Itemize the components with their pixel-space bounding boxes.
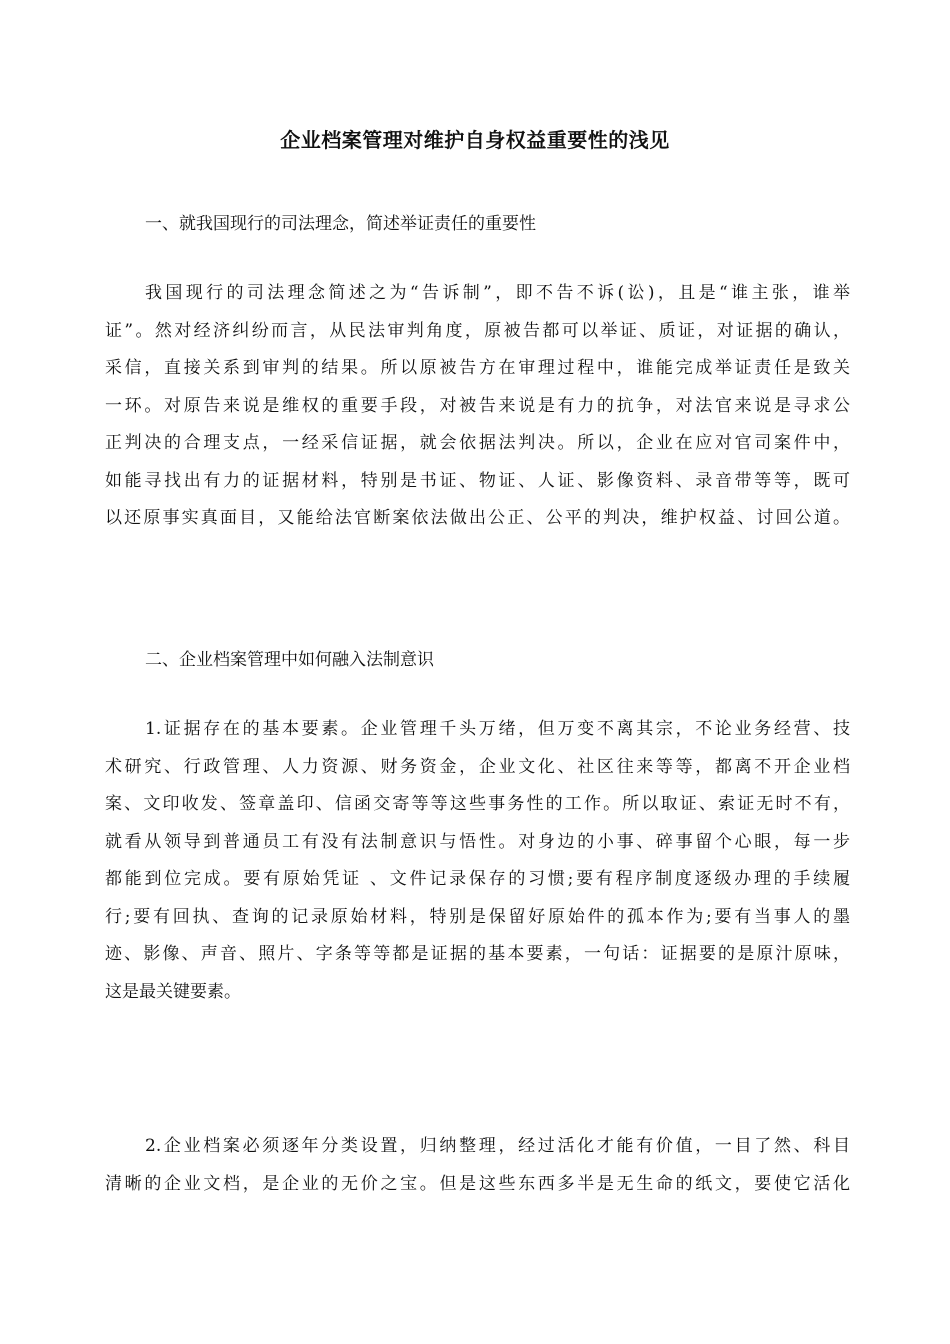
- paragraph-line: 清晰的企业文档，是企业的无价之宝。但是这些东西多半是无生命的纸文，要使它活化: [105, 1173, 850, 1194]
- section-heading-2: 二、企业档案管理中如何融入法制意识: [145, 650, 434, 670]
- paragraph-line: 2.企业档案必须逐年分类设置，归纳整理，经过活化才能有价值，一目了然、科目: [145, 1136, 850, 1156]
- paragraph-line: 行;要有回执、查询的记录原始材料，特别是保留好原始件的孤本作为;要有当事人的墨: [105, 906, 850, 927]
- paragraph-judicial-concept: [105, 275, 850, 538]
- paragraph-line: 案、文印收发、签章盖印、信函交寄等等这些事务性的工作。所以取证、索证无时不有，: [105, 794, 850, 814]
- paragraph-line: 迹、影像、声音、照片、字条等等都是证据的基本要素，一句话：证据要的是原汁原味，: [105, 944, 850, 964]
- paragraph-line: 采信，直接关系到审判的结果。所以原被告方在审理过程中，谁能完成举证责任是致关: [105, 358, 850, 378]
- section-heading-1: 一、就我国现行的司法理念，简述举证责任的重要性: [145, 214, 536, 234]
- paragraph-evidence-elements: [105, 711, 850, 1011]
- paragraph-line: 都能到位完成。要有原始凭证 、文件记录保存的习惯;要有程序制度逐级办理的手续履: [105, 869, 850, 889]
- paragraph-line: 证”。然对经济纠纷而言，从民法审判角度，原被告都可以举证、质证，对证据的确认，: [105, 320, 850, 341]
- paragraph-line: 如能寻找出有力的证据材料，特别是书证、物证、人证、影像资料、录音带等等，既可: [105, 470, 850, 491]
- paragraph-line: 术研究、行政管理、人力资源、财务资金，企业文化、社区往来等等，都离不开企业档: [105, 756, 850, 777]
- paragraph-line: 1.证据存在的基本要素。企业管理千头万绪，但万变不离其宗，不论业务经营、技: [145, 719, 850, 739]
- paragraph-archive-classification: [105, 1128, 850, 1203]
- paragraph-line: 我国现行的司法理念简述之为“告诉制”，即不告不诉(讼)，且是“谁主张，谁举: [145, 283, 850, 303]
- paragraph-line: 一环。对原告来说是维权的重要手段，对被告来说是有力的抗争，对法官来说是寻求公: [105, 395, 850, 416]
- paragraph-line: 以还原事实真面目，又能给法官断案依法做出公正、公平的判决，维护权益、讨回公道。: [105, 508, 850, 528]
- paragraph-line: 就看从领导到普通员工有没有法制意识与悟性。对身边的小事、碎事留个心眼，每一步: [105, 831, 850, 852]
- document-title: 企业档案管理对维护自身权益重要性的浅见: [280, 128, 670, 152]
- paragraph-line: 这是最关键要素。: [105, 981, 241, 1002]
- paragraph-line: 正判决的合理支点，一经采信证据，就会依据法判决。所以，企业在应对官司案件中，: [105, 433, 850, 453]
